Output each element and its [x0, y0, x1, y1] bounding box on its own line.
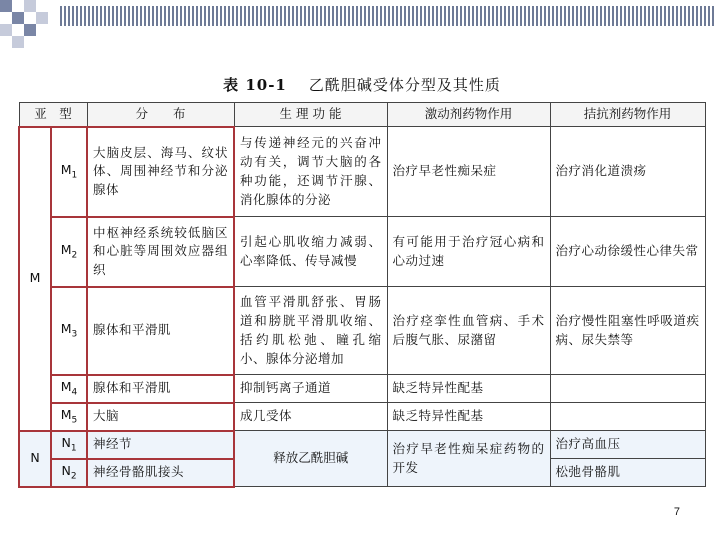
antagonist-m5 — [550, 403, 705, 431]
subtype-m4: $M_4$ — [51, 375, 87, 403]
table-row-m4 — [19, 375, 705, 403]
antagonist-m4 — [550, 375, 705, 403]
antagonist-m3: 治疗慢性阻塞性呼吸道疾病、尿失禁等 — [550, 287, 705, 375]
caption-label: 表 10-1 — [223, 76, 287, 94]
subtype-n1: $N_1$ — [51, 431, 87, 459]
subtype-m2: $M_2$ — [51, 217, 87, 287]
function-n: 释放乙酰胆碱 — [234, 431, 387, 487]
table-caption — [0, 74, 720, 95]
page-number: 7 — [673, 506, 680, 518]
stripe-bar — [60, 6, 716, 26]
header-distribution: 分 布 — [87, 103, 234, 127]
table-row-m3 — [19, 287, 705, 375]
distribution-m2: 中枢神经系统较低脑区和心脏等周围效应器组织 — [87, 217, 234, 287]
function-m2: 引起心肌收缩力减弱、心率降低、传导减慢 — [234, 217, 387, 287]
header-subtype: 亚 型 — [19, 103, 87, 127]
table-row-n1 — [19, 431, 705, 459]
receptor-table-wrap — [18, 102, 704, 488]
distribution-n2: 神经骨骼肌接头 — [87, 459, 234, 487]
header-agonist: 激动剂药物作用 — [387, 103, 550, 127]
function-m3: 血管平滑肌舒张、胃肠道和膀胱平滑肌收缩、括约肌松弛、瞳孔缩小、腺体分泌增加 — [234, 287, 387, 375]
agonist-m3: 治疗痉挛性血管病、手术后腹气胀、尿潴留 — [387, 287, 550, 375]
checker-decoration — [0, 0, 60, 48]
caption-text: 乙酰胆碱受体分型及其性质 — [308, 76, 501, 94]
distribution-m4: 腺体和平滑肌 — [87, 375, 234, 403]
distribution-m5: 大脑 — [87, 403, 234, 431]
header-row — [19, 103, 705, 127]
group-m: M — [19, 127, 51, 431]
subtype-m3: $M_3$ — [51, 287, 87, 375]
table-row-m1 — [19, 127, 705, 217]
group-n: N — [19, 431, 51, 487]
receptor-table — [18, 102, 706, 488]
agonist-n: 治疗早老性痴呆症药物的开发 — [387, 431, 550, 487]
distribution-n1: 神经节 — [87, 431, 234, 459]
header-antagonist: 拮抗剂药物作用 — [550, 103, 705, 127]
distribution-m1: 大脑皮层、海马、纹状体、周围神经节和分泌腺体 — [87, 127, 234, 217]
header-function: 生 理 功 能 — [234, 103, 387, 127]
antagonist-m1: 治疗消化道溃疡 — [550, 127, 705, 217]
function-m1: 与传递神经元的兴奋冲动有关，调节大脑的各种功能，还调节汗腺、消化腺体的分泌 — [234, 127, 387, 217]
agonist-m4: 缺乏特异性配基 — [387, 375, 550, 403]
agonist-m5: 缺乏特异性配基 — [387, 403, 550, 431]
table-row-m5 — [19, 403, 705, 431]
table-row-m2 — [19, 217, 705, 287]
subtype-m5: $M_5$ — [51, 403, 87, 431]
antagonist-n2: 松弛骨骼肌 — [550, 459, 705, 487]
function-m4: 抑制钙离子通道 — [234, 375, 387, 403]
agonist-m2: 有可能用于治疗冠心病和心动过速 — [387, 217, 550, 287]
antagonist-n1: 治疗高血压 — [550, 431, 705, 459]
function-m5: 成几受体 — [234, 403, 387, 431]
distribution-m3: 腺体和平滑肌 — [87, 287, 234, 375]
antagonist-m2: 治疗心动徐缓性心律失常 — [550, 217, 705, 287]
agonist-m1: 治疗早老性痴呆症 — [387, 127, 550, 217]
subtype-n2: $N_2$ — [51, 459, 87, 487]
subtype-m1: $M_1$ — [51, 127, 87, 217]
